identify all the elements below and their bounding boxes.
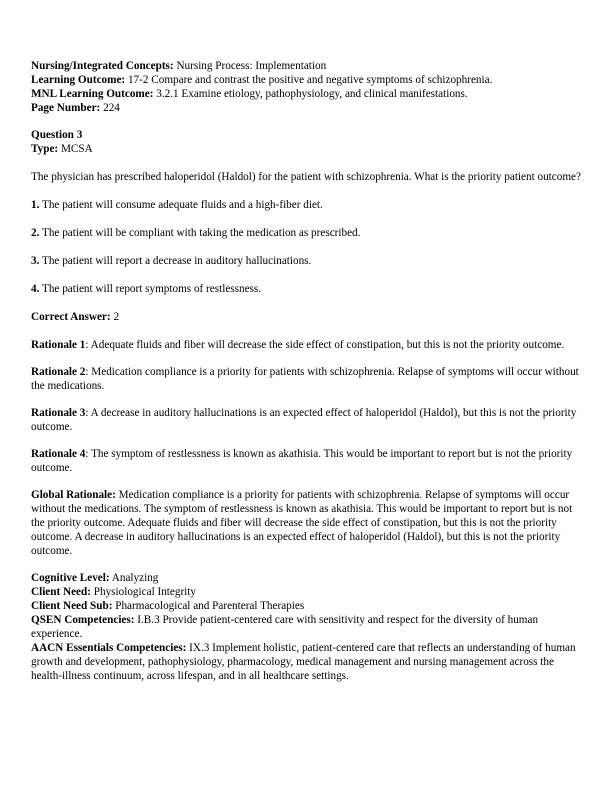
- qsen-label: QSEN Competencies:: [31, 614, 135, 626]
- page-number-value: 224: [103, 102, 120, 114]
- page-number-label: Page Number:: [31, 102, 101, 114]
- rationale-4: [31, 447, 581, 475]
- global-rationale-label: Global Rationale:: [31, 489, 116, 501]
- cognitive-level-value: Analyzing: [111, 572, 159, 584]
- option-1: [31, 198, 581, 212]
- rationale-label: Rationale 1: [31, 339, 86, 351]
- rationale-text: : Adequate fluids and fiber will decrease the side effect of constipation, but this is not the priority outcome.: [85, 339, 565, 351]
- correct-answer-value: 2: [113, 311, 120, 323]
- client-need-sub-label: Client Need Sub:: [31, 600, 113, 612]
- client-need-line: [31, 585, 581, 599]
- correct-answer-label: Correct Answer:: [31, 311, 111, 323]
- option-text: The patient will be compliant with taking the medication as prescribed.: [42, 227, 361, 239]
- client-need-value: Physiological Integrity: [93, 586, 196, 598]
- option-text: The patient will consume adequate fluids and a high-fiber diet.: [42, 199, 323, 211]
- option-number: 1.: [31, 199, 40, 211]
- rationale-text: : A decrease in auditory hallucinations is an expected effect of haloperidol (Haldol), but this is not the priority outcome.: [31, 407, 577, 433]
- rationale-label: Rationale 4: [31, 448, 86, 460]
- option-4: [31, 282, 581, 296]
- rationale-2: [31, 365, 581, 393]
- question-stem: The physician has prescribed haloperidol (Haldol) for the patient with schizophrenia. What is the priority patient outcome?: [31, 171, 581, 183]
- learning-outcome-label: Learning Outcome:: [31, 74, 126, 86]
- correct-answer-line: [31, 310, 581, 324]
- aacn-label: AACN Essentials Competencies:: [31, 642, 187, 654]
- global-rationale-text: Medication compliance is a priority for patients with schizophrenia. Relapse of symptoms will occur without the medications. The symptom of restlessness is known as akathisia. This would be important to report but is not the priority outcome. Adequate fluids and fiber will decrease the side effect of constipation, but this is not the priority outcome. A decrease in auditory hallucinations is an expected effect of haloperidol (Haldol), but this is not the priority outcome.: [31, 489, 573, 557]
- option-text: The patient will report symptoms of restlessness.: [42, 283, 262, 295]
- rationale-1: [31, 338, 581, 352]
- concepts-line: [31, 59, 581, 73]
- learning-outcome-value: 17-2 Compare and contrast the positive and negative symptoms of schizophrenia.: [127, 74, 493, 86]
- concepts-value: Nursing Process: Implementation: [176, 60, 327, 72]
- rationale-label: Rationale 3: [31, 407, 86, 419]
- rationale-3: [31, 406, 581, 434]
- rationale-text: : Medication compliance is a priority for patients with schizophrenia. Relapse of symptoms will occur without the medications.: [31, 366, 579, 392]
- rationale-label: Rationale 2: [31, 366, 86, 378]
- mnl-outcome-label: MNL Learning Outcome:: [31, 88, 154, 100]
- option-3: [31, 254, 581, 268]
- question-type-value: MCSA: [60, 143, 93, 155]
- global-rationale: [31, 488, 581, 558]
- option-number: 3.: [31, 255, 40, 267]
- option-number: 2.: [31, 227, 40, 239]
- option-2: [31, 226, 581, 240]
- question-type-label: Type:: [31, 143, 59, 155]
- question-type-line: [31, 142, 581, 156]
- rationale-text: : The symptom of restlessness is known as akathisia. This would be important to report but is not the priority outcome.: [31, 448, 573, 474]
- page-number-line: [31, 101, 581, 115]
- cognitive-level-label: Cognitive Level:: [31, 572, 110, 584]
- mnl-outcome-value: 3.2.1 Examine etiology, pathophysiology, and clinical manifestations.: [156, 88, 468, 100]
- aacn-value: IX.3 Implement holistic, patient-centered care that reflects an understanding of human growth and development, pathophysiology, pharmacology, medical management and nursing management across the health-illness continuum, across lifespan, and in all healthcare settings.: [31, 642, 576, 682]
- aacn-competencies: [31, 641, 581, 683]
- client-need-sub-value: Pharmacological and Parenteral Therapies: [115, 600, 305, 612]
- mnl-outcome-line: [31, 87, 581, 101]
- client-need-label: Client Need:: [31, 586, 91, 598]
- document-page: [31, 59, 581, 683]
- client-need-sub-line: [31, 599, 581, 613]
- concepts-label: Nursing/Integrated Concepts:: [31, 60, 174, 72]
- option-text: The patient will report a decrease in auditory hallucinations.: [42, 255, 312, 267]
- question-title: Question 3: [31, 129, 83, 141]
- qsen-competencies: [31, 613, 581, 641]
- learning-outcome-line: [31, 73, 581, 87]
- qsen-value: I.B.3 Provide patient-centered care with sensitivity and respect for the diversity of human experience.: [31, 614, 539, 640]
- option-number: 4.: [31, 283, 40, 295]
- cognitive-level-line: [31, 571, 581, 585]
